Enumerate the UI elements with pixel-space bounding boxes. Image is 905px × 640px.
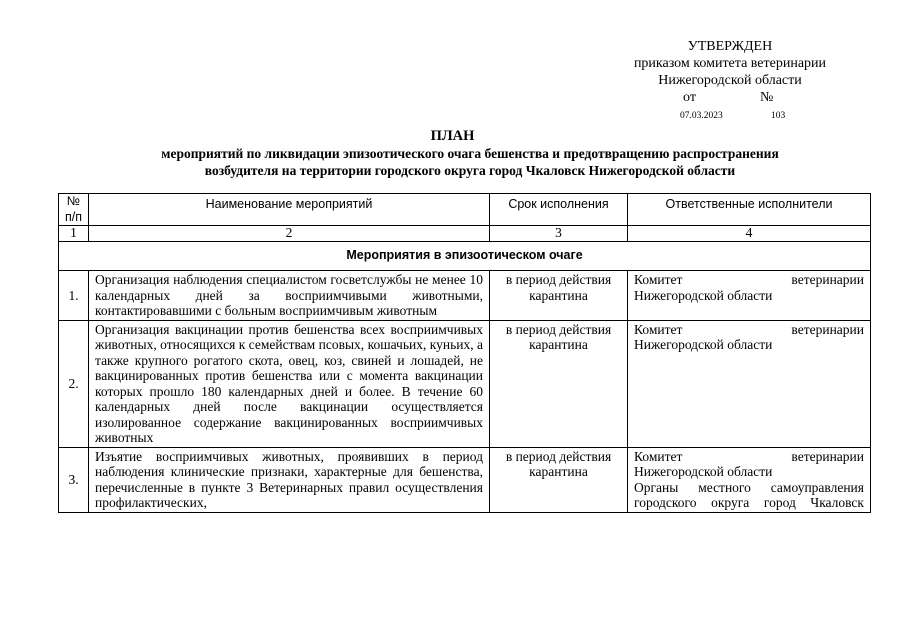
measure-name: Организация вакцинации против бешенства всех восприимчивых животных, относящихся к семействам псовых, кошачьих, куньих, а также крупного рогатого скота, овец, коз, свиней и лошадей, не вакцинированных против бешенства или с момента вакцинации которых прошло 180 календарных дней и более. В течение 60 календарных дней после вакцинации осуществляется изолированное содержание вакцинированных восприимчивых животных (89, 320, 490, 447)
header-resp: Ответственные исполнители (628, 194, 871, 226)
section-title: Мероприятия в эпизоотическом очаге (59, 242, 871, 271)
approval-line-2: Нижегородской области (658, 73, 802, 88)
responsible-line: Комитет ветеринарии (634, 272, 864, 287)
responsible-line: Комитет ветеринарии (634, 448, 864, 464)
measure-responsible (628, 320, 871, 447)
header-term: Срок исполнения (490, 194, 628, 226)
plan-subtitle-line-2: возбудителя на территории городского округа город Чкаловск Нижегородской области (204, 163, 736, 178)
table-row (59, 320, 871, 447)
number-label: № (760, 90, 774, 105)
plan-table (58, 193, 871, 513)
approval-date: 07.03.2023 (680, 111, 723, 121)
responsible-line: Комитет ветеринарии (634, 321, 864, 337)
approval-number: 103 (771, 111, 786, 121)
header-no: № п/п (59, 194, 89, 226)
approval-line-1: приказом комитета ветеринарии (633, 56, 827, 71)
measure-term: в период действия карантина (490, 447, 628, 512)
header-name: Наименование мероприятий (89, 194, 490, 226)
measure-name: Изъятие восприимчивых животных, проявивших в период наблюдения клинические признаки, характерные для бешенства, перечисленные в пункте 3 Ветеринарных правил осуществления профилактических, (89, 447, 490, 512)
responsible-line: Нижегородской области (634, 337, 773, 352)
responsible-line: городского округа город Чкаловск (634, 495, 864, 510)
column-number-row (59, 226, 871, 242)
measure-responsible (628, 271, 871, 321)
row-number: 2. (59, 320, 89, 447)
from-label: от (683, 90, 696, 105)
section-row (59, 242, 871, 271)
table-row (59, 271, 871, 321)
approval-heading: УТВЕРЖДЕН (687, 39, 773, 54)
row-number: 1. (59, 271, 89, 321)
responsible-line: Нижегородской области (634, 464, 773, 479)
measure-name: Организация наблюдения специалистом госветслужбы не менее 10 календарных дней за восприимчивыми животными, контактировавшими с больным восприимчивым животным (89, 271, 490, 321)
column-number: 2 (89, 226, 490, 242)
responsible-line: Нижегородской области (634, 287, 773, 303)
plan-subtitle-line-1: мероприятий по ликвидации эпизоотического очага бешенства и предотвращению распространения (161, 146, 779, 161)
column-number: 4 (628, 226, 871, 242)
row-number: 3. (59, 447, 89, 512)
column-number: 1 (59, 226, 89, 242)
table-header-row (59, 194, 871, 226)
plan-title: ПЛАН (430, 128, 475, 144)
table-row (59, 447, 871, 512)
column-number: 3 (490, 226, 628, 242)
responsible-line: Органы местного самоуправления (634, 479, 864, 495)
measure-responsible (628, 447, 871, 512)
measure-term: в период действия карантина (490, 271, 628, 321)
measure-term: в период действия карантина (490, 320, 628, 447)
